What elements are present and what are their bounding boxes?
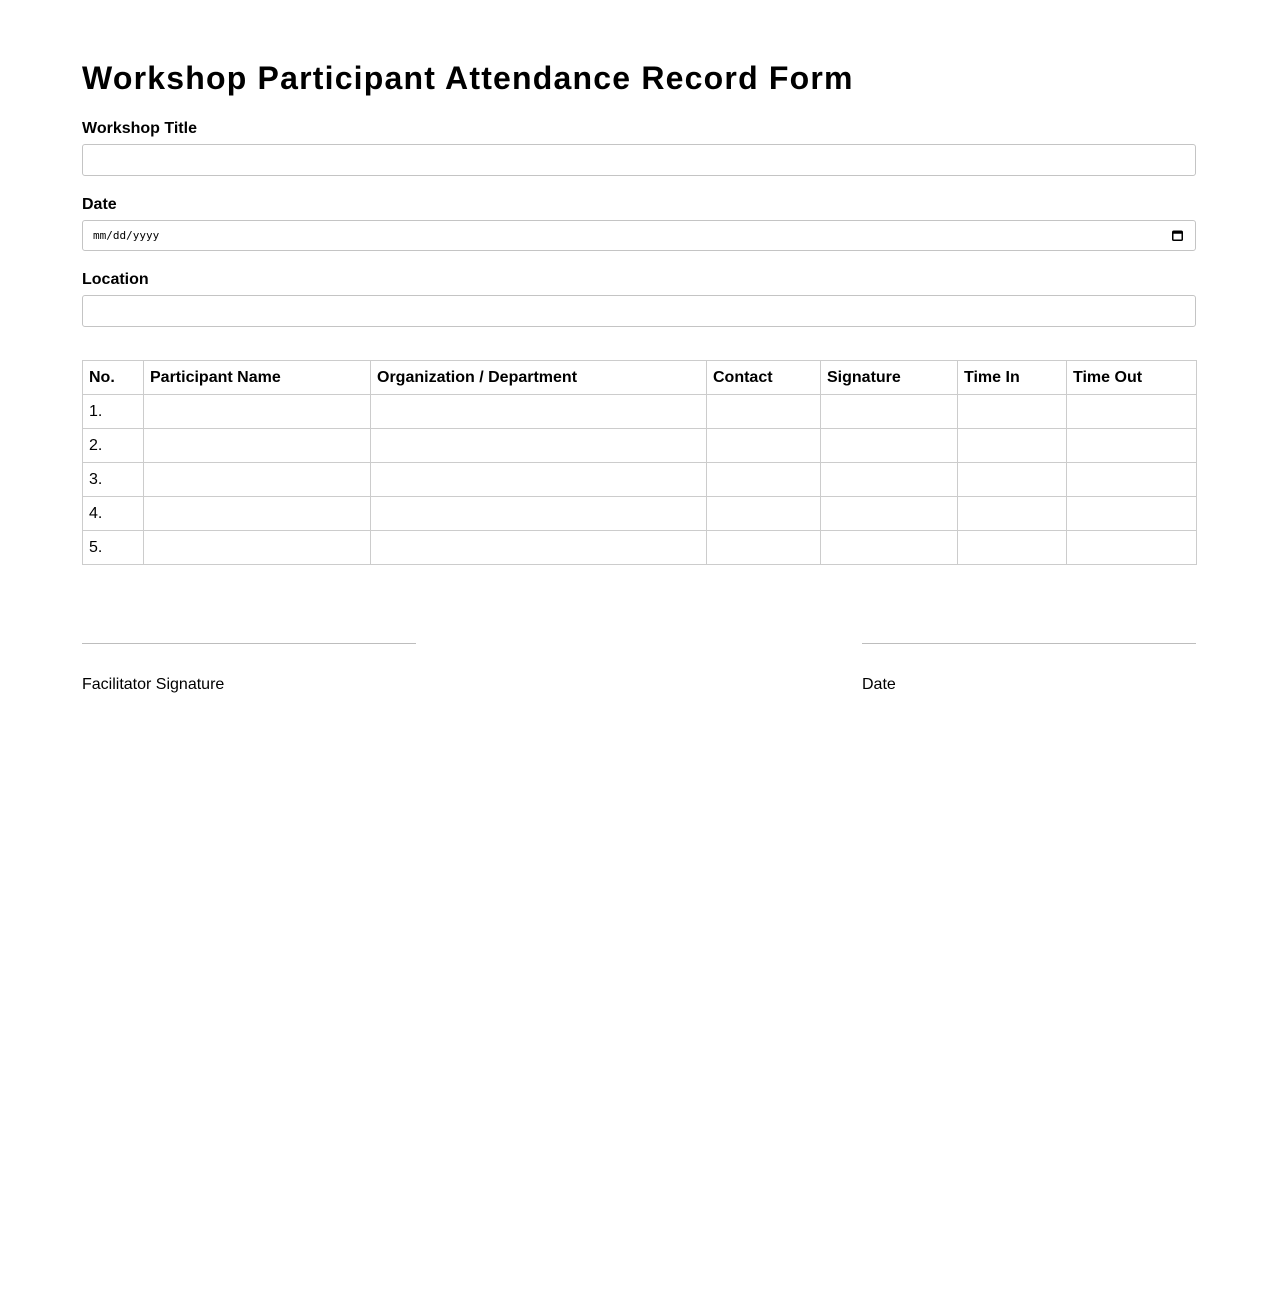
participant-name-cell[interactable] xyxy=(144,395,371,429)
column-header-time-in: Time In xyxy=(958,361,1067,395)
time-out-cell[interactable] xyxy=(1067,463,1197,497)
organization-cell[interactable] xyxy=(371,429,707,463)
participant-name-cell[interactable] xyxy=(144,531,371,565)
page-title: Workshop Participant Attendance Record Form xyxy=(82,60,854,96)
signature-cell[interactable] xyxy=(821,531,958,565)
signature-date-label: Date xyxy=(862,676,896,693)
table-row xyxy=(83,531,1197,565)
location-input[interactable] xyxy=(82,295,1196,327)
workshop-title-input[interactable] xyxy=(82,144,1196,176)
organization-cell[interactable] xyxy=(371,497,707,531)
workshop-title-field xyxy=(82,120,1196,176)
attendance-table xyxy=(82,360,1197,565)
facilitator-signature-line[interactable] xyxy=(82,643,416,644)
column-header-signature: Signature xyxy=(821,361,958,395)
location-label: Location xyxy=(82,271,149,288)
workshop-title-label: Workshop Title xyxy=(82,120,197,137)
date-field xyxy=(82,196,1196,251)
signature-cell[interactable] xyxy=(821,395,958,429)
table-header-row xyxy=(83,361,1197,395)
time-out-cell[interactable] xyxy=(1067,531,1197,565)
signature-cell[interactable] xyxy=(821,497,958,531)
time-in-cell[interactable] xyxy=(958,531,1067,565)
contact-cell[interactable] xyxy=(707,497,821,531)
column-header-organization: Organization / Department xyxy=(371,361,707,395)
time-in-cell[interactable] xyxy=(958,395,1067,429)
time-out-cell[interactable] xyxy=(1067,497,1197,531)
time-in-cell[interactable] xyxy=(958,429,1067,463)
calendar-icon[interactable] xyxy=(1172,230,1183,241)
table-row xyxy=(83,463,1197,497)
contact-cell[interactable] xyxy=(707,429,821,463)
table-row xyxy=(83,429,1197,463)
row-number: 1. xyxy=(83,395,144,429)
organization-cell[interactable] xyxy=(371,395,707,429)
table-row xyxy=(83,497,1197,531)
signature-cell[interactable] xyxy=(821,429,958,463)
signature-cell[interactable] xyxy=(821,463,958,497)
location-field xyxy=(82,271,1196,327)
contact-cell[interactable] xyxy=(707,463,821,497)
row-number: 5. xyxy=(83,531,144,565)
contact-cell[interactable] xyxy=(707,531,821,565)
time-out-cell[interactable] xyxy=(1067,395,1197,429)
organization-cell[interactable] xyxy=(371,531,707,565)
facilitator-signature-label: Facilitator Signature xyxy=(82,676,225,693)
date-input[interactable] xyxy=(82,220,1196,251)
column-header-contact: Contact xyxy=(707,361,821,395)
date-placeholder: mm/dd/yyyy xyxy=(93,229,160,242)
organization-cell[interactable] xyxy=(371,463,707,497)
form-container xyxy=(82,56,1196,327)
row-number: 4. xyxy=(83,497,144,531)
time-in-cell[interactable] xyxy=(958,497,1067,531)
date-label: Date xyxy=(82,196,117,213)
contact-cell[interactable] xyxy=(707,395,821,429)
row-number: 3. xyxy=(83,463,144,497)
column-header-no: No. xyxy=(83,361,144,395)
column-header-participant-name: Participant Name xyxy=(144,361,371,395)
participant-name-cell[interactable] xyxy=(144,463,371,497)
column-header-time-out: Time Out xyxy=(1067,361,1197,395)
time-out-cell[interactable] xyxy=(1067,429,1197,463)
participant-name-cell[interactable] xyxy=(144,497,371,531)
time-in-cell[interactable] xyxy=(958,463,1067,497)
signature-date-line[interactable] xyxy=(862,643,1196,644)
participant-name-cell[interactable] xyxy=(144,429,371,463)
table-row xyxy=(83,395,1197,429)
row-number: 2. xyxy=(83,429,144,463)
